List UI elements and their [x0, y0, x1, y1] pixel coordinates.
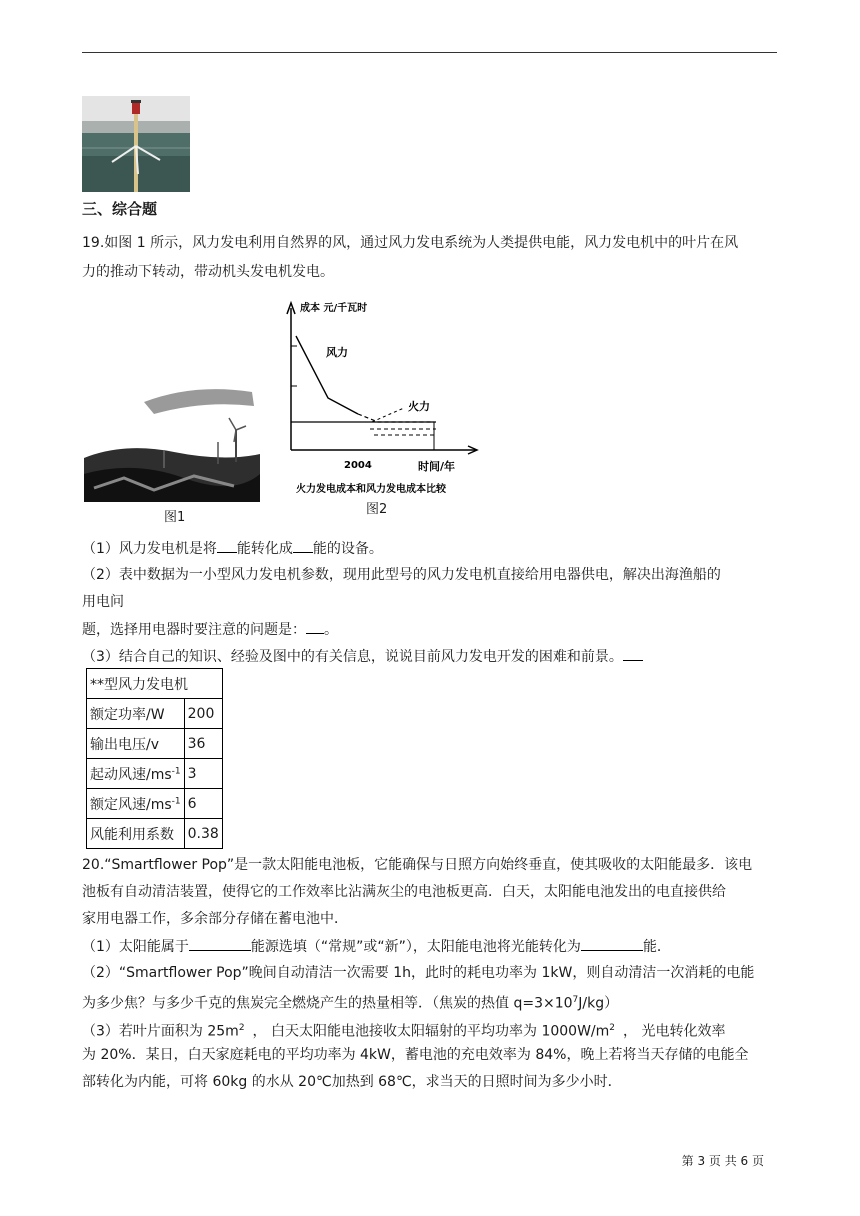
q20-line6-text-b: J/kg）: [578, 995, 619, 1012]
q20-line2: 池板有自动清洁装置，使得它的工作效率比沾满灰尘的电池板更高．白天，太阳能电池发出的电直接供给: [82, 884, 726, 900]
table-cell-label: [87, 759, 185, 789]
q19-sub2-text: 题，选择用电器时要注意的问题是：: [82, 622, 306, 638]
q20-line8: 为 20%．某日，白天家庭耗电的平均功率为 4kW，蓄电池的充电效率为 84%，晚上若将当天存储的电能全: [82, 1047, 749, 1063]
table-cell-value: 36: [184, 729, 222, 759]
q20-sub1-text-c: 能．: [642, 939, 671, 955]
table-cell-value: 6: [184, 789, 222, 819]
q20-line4: [82, 936, 671, 957]
table-row: [87, 789, 223, 819]
fig1-caption: 图1: [164, 510, 186, 525]
q19-sub3-text: （3）结合自己的知识、经验及图中的有关信息，说说目前风力发电开发的困难和前景。: [82, 649, 623, 665]
q20-line9: 部转化为内能，可将 60kg 的水从 20℃加热到 68℃，求当天的日照时间为多少小时．: [82, 1074, 622, 1090]
page-footer: 第 3 页 共 6 页: [681, 1154, 764, 1168]
table-cell-label: 额定功率/W: [87, 699, 185, 729]
q20-line7-text-c: ， 光电转化效率: [623, 1023, 726, 1040]
chart-year-label: 2004: [344, 460, 372, 471]
q19-sub2-line3: [82, 619, 338, 640]
table-title: **型风力发电机: [87, 669, 223, 699]
superscript: 2: [238, 1023, 245, 1033]
chart-caption: 火力发电成本和风力发电成本比较: [296, 484, 446, 495]
table-row: [87, 759, 223, 789]
superscript: 7: [572, 995, 579, 1005]
chart-ylabel: 成本 元/千瓦时: [300, 303, 368, 314]
answer-blank[interactable]: [623, 646, 643, 661]
generator-spec-table: [86, 668, 223, 849]
q20-line5: （2）“Smartflower Pop”晚间自动清洁一次需要 1h，此时的耗电功率为 1kW，则自动清洁一次消耗的电能: [82, 965, 755, 981]
answer-blank[interactable]: [293, 538, 313, 553]
q20-sub1-text-a: （1）太阳能属于: [82, 939, 189, 955]
q20-line3: 家用电器工作，多余部分存储在蓄电池中．: [82, 911, 348, 927]
answer-blank[interactable]: [581, 936, 643, 951]
superscript: -1: [171, 795, 181, 806]
q19-sub1-text-a: （1）风力发电机是将: [82, 541, 217, 557]
q20-sub1-text-b: 能源选填（“常规”或“新”），太阳能电池将光能转化为: [250, 939, 581, 955]
table-row: [87, 699, 223, 729]
table-cell-label: 风能利用系数: [87, 819, 185, 849]
q20-line7: [82, 1018, 725, 1042]
header-rule: [82, 52, 777, 53]
table-cell-label-text: 额定风速/ms: [90, 796, 172, 813]
table-cell-label-text: 起动风速/ms: [90, 766, 172, 783]
table-cell-label: [87, 789, 185, 819]
q20-line6-text-a: 为多少焦？与多少千克的焦炭完全燃烧产生的热量相等．（焦炭的热值 q=3×10: [82, 995, 573, 1012]
fire-cost-projection: [370, 429, 436, 435]
wind-cost-projection: [358, 414, 436, 422]
q19-sub2-line2: 用电问: [82, 594, 124, 610]
table-row: [87, 669, 223, 699]
chart-xlabel: 时间/年: [418, 460, 456, 473]
chart-wind-label: 风力: [326, 346, 348, 359]
wind-farm-photo: [84, 378, 260, 502]
table-cell-label: 输出电压/v: [87, 729, 185, 759]
answer-blank[interactable]: [306, 619, 324, 634]
answer-blank[interactable]: [189, 936, 251, 951]
chart-fire-label: 火力: [408, 400, 430, 413]
q19-sub1-text-c: 能的设备。: [312, 541, 383, 557]
q20-line1: 20.“Smartflower Pop”是一款太阳能电池板，它能确保与日照方向始终垂直，使其吸收的太阳能最多．该电: [82, 857, 753, 873]
table-cell-value: 0.38: [184, 819, 222, 849]
q19-sub1-text-b: 能转化成: [236, 541, 293, 557]
answer-blank[interactable]: [217, 538, 237, 553]
superscript: -1: [171, 765, 181, 776]
q19-line1: 19.如图 1 所示，风力发电利用自然界的风，通过风力发电系统为人类提供电能，风力发电机中的叶片在风: [82, 235, 739, 251]
q19-line2: 力的推动下转动，带动机头发电机发电。: [82, 264, 334, 280]
q20-line6: [82, 990, 618, 1014]
q19-sub2-line1: （2）表中数据为一小型风力发电机参数，现用此型号的风力发电机直接给用电器供电，解决出海渔船的: [82, 567, 721, 583]
cost-comparison-chart: [280, 298, 480, 498]
q19-sub1: [82, 538, 383, 559]
section-title: 三、综合题: [82, 200, 158, 218]
q19-sub2-end: 。: [324, 622, 338, 638]
q20-line7-text-a: （3）若叶片面积为 25m: [82, 1023, 239, 1040]
q20-line7-text-b: ， 白天太阳能电池接收太阳辐射的平均功率为 1000W/m: [252, 1023, 610, 1040]
table-cell-value: 3: [184, 759, 222, 789]
table-cell-value: 200: [184, 699, 222, 729]
fig2-caption: 图2: [366, 502, 388, 517]
table-row: [87, 819, 223, 849]
q19-sub3: [82, 646, 643, 667]
table-row: [87, 729, 223, 759]
offshore-turbine-photo: [82, 96, 190, 192]
superscript: 2: [609, 1023, 616, 1033]
fire-label-leader: [372, 408, 404, 422]
